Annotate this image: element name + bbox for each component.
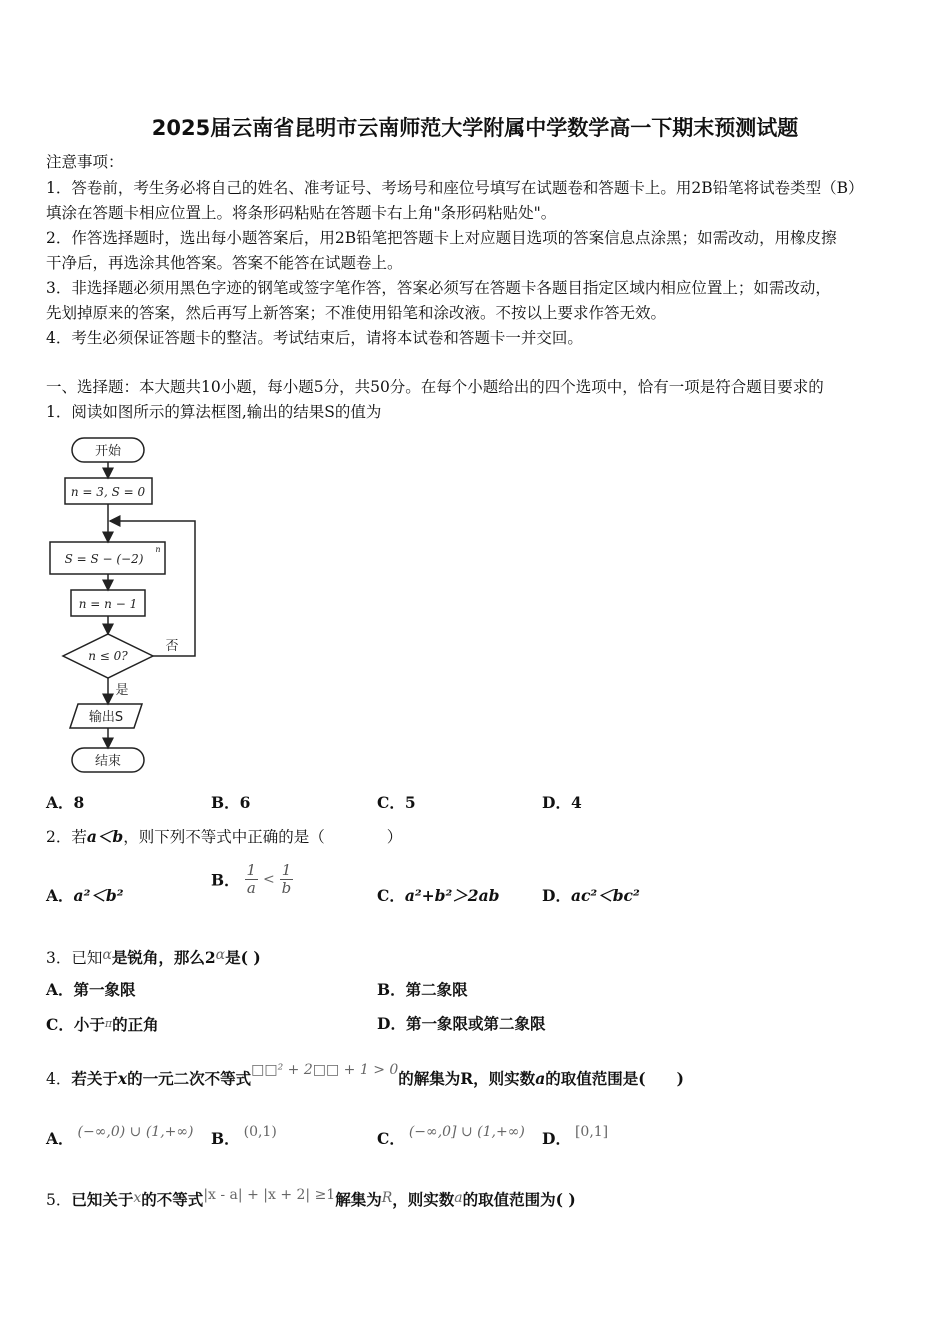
- numerator: 1: [281, 861, 292, 879]
- question-math: x: [133, 1190, 142, 1206]
- notice-line: 填涂在答题卡相应位置上。将条形码粘贴在答题卡右上角"条形码粘贴处"。: [46, 204, 557, 222]
- option-math: a²+b²＞2ab: [404, 886, 500, 905]
- option-a: [46, 1122, 194, 1149]
- notice-heading: 注意事项：: [46, 153, 124, 171]
- question-math: x: [117, 1069, 128, 1088]
- numerator: 1: [246, 861, 257, 879]
- option-label: A．: [46, 1129, 74, 1148]
- flow-start-label: 开始: [94, 444, 122, 459]
- question-text: 的解集为R，则实数: [398, 1069, 536, 1088]
- question-2: [46, 827, 402, 847]
- question-math: α: [215, 947, 226, 963]
- option-text: 的正角: [112, 1015, 159, 1034]
- question-text: 已知: [71, 949, 103, 967]
- option-c: C．5: [377, 793, 416, 812]
- flow-yes-label: 是: [115, 683, 129, 698]
- option-b: [211, 1122, 277, 1149]
- flowchart: [40, 428, 220, 780]
- question-4: [46, 1060, 684, 1089]
- flow-no-label: 否: [165, 639, 179, 654]
- fraction: [245, 862, 259, 897]
- notice-line: 2．作答选择题时，选出每小题答案后，用2B铅笔把答题卡上对应题目选项的答案信息点涂黑；如需改动，用橡皮擦: [46, 229, 837, 247]
- question-text: 是锐角，那么2: [111, 948, 216, 967]
- notice-line: 干净后，再选涂其他答案。答案不能答在试题卷上。: [46, 254, 403, 272]
- question-math: a: [454, 1190, 463, 1206]
- question-5: [46, 1185, 576, 1210]
- option-math: a²＜b²: [73, 886, 124, 905]
- option-d: D．第一象限或第二象限: [377, 1014, 546, 1033]
- question-text: 的一元二次不等式: [127, 1069, 252, 1088]
- question-text: 已知关于: [71, 1190, 134, 1209]
- option-math: [0,1]: [574, 1124, 609, 1140]
- flow-assign-label: S = S − (−2): [64, 552, 144, 566]
- flow-decrement-label: n = n − 1: [78, 597, 138, 611]
- option-b: B．6: [211, 793, 251, 812]
- flow-output-label: 输出S: [88, 710, 124, 725]
- notice-line: 3．非选择题必须用黑色字迹的钢笔或签字笔作答，答案必须写在答题卡各题目指定区域内相应位置上；如需改动，: [46, 279, 831, 297]
- notice-line: 4．考生必须保证答题卡的整洁。考试结束后，请将本试卷和答题卡一并交回。: [46, 329, 583, 347]
- question-text: 解集为: [335, 1190, 382, 1209]
- notice-line: 1．答卷前，考生务必将自己的姓名、准考证号、考场号和座位号填写在试题卷和答题卡上。用2B铅笔将试卷类型（B）: [46, 179, 864, 197]
- section-heading: 一、选择题：本大题共10小题，每小题5分，共50分。在每个小题给出的四个选项中，恰有一项是符合题目要求的: [46, 378, 824, 396]
- question-1: [46, 402, 381, 422]
- page-title: 2025届云南省昆明市云南师范大学附属中学数学高一下期末预测试题: [151, 116, 799, 140]
- flow-condition-label: n ≤ 0?: [88, 649, 128, 663]
- question-text: ，则实数: [392, 1190, 455, 1209]
- question-text: 的不等式: [141, 1190, 204, 1209]
- question-text: 阅读如图所示的算法框图,输出的结果S的值为: [71, 403, 382, 421]
- option-d: D．4: [542, 793, 582, 812]
- option-a: A．8: [46, 793, 85, 812]
- question-text: 若: [71, 828, 87, 846]
- option-label: D．: [542, 1129, 571, 1148]
- option-math: <: [263, 871, 275, 888]
- option-c: [377, 886, 499, 906]
- option-c: [377, 1122, 525, 1149]
- question-math: □□² + 2□□ + 1 > 0: [251, 1062, 399, 1078]
- notice-line: 先划掉原来的答案，然后再写上新答案；不准使用铅笔和涂改液。不按以上要求作答无效。: [46, 304, 667, 322]
- denominator: a: [246, 879, 256, 897]
- option-a: A．第一象限: [46, 980, 136, 999]
- question-text: 是( ): [225, 948, 261, 967]
- option-label: B．: [211, 1129, 240, 1148]
- question-text: 若关于: [71, 1069, 118, 1088]
- question-math: |x - a| + |x + 2| ≥1: [203, 1187, 336, 1203]
- question-number: 1．: [46, 403, 72, 421]
- question-text: 的取值范围是( ): [545, 1069, 684, 1088]
- option-label: A．: [46, 886, 74, 905]
- question-number: 4．: [46, 1070, 72, 1088]
- question-text: 的取值范围为( ): [462, 1190, 576, 1209]
- flow-end-label: 结束: [94, 754, 122, 769]
- question-math: R: [381, 1190, 393, 1206]
- option-c: [46, 1014, 159, 1035]
- flow-assign-exponent: n: [155, 545, 161, 554]
- option-b: [211, 862, 293, 897]
- option-label: C．: [377, 1129, 405, 1148]
- option-math: π: [104, 1017, 113, 1030]
- option-d: [542, 886, 640, 906]
- option-a: [46, 886, 124, 906]
- question-number: 2．: [46, 828, 72, 846]
- option-b: B．第二象限: [377, 980, 468, 999]
- option-label: C．: [377, 886, 405, 905]
- question-3: [46, 945, 261, 968]
- question-math: a＜b: [86, 827, 124, 846]
- option-math: (−∞,0] ∪ (1,+∞): [408, 1124, 525, 1140]
- option-d: [542, 1122, 608, 1149]
- option-label: D．: [542, 886, 571, 905]
- fraction: [280, 862, 294, 897]
- denominator: b: [281, 879, 292, 897]
- option-label: B．: [211, 870, 240, 890]
- option-math: (0,1): [243, 1124, 277, 1140]
- flow-init-label: n = 3, S = 0: [70, 485, 146, 499]
- question-text: ，则下列不等式中正确的是（ ）: [123, 828, 403, 846]
- option-math: ac²＜bc²: [570, 886, 640, 905]
- option-label: C．小于: [46, 1015, 105, 1034]
- question-math: α: [102, 947, 112, 963]
- question-number: 5．: [46, 1191, 72, 1209]
- option-math: (−∞,0) ∪ (1,+∞): [77, 1124, 194, 1140]
- question-math: a: [535, 1069, 546, 1088]
- question-number: 3．: [46, 949, 72, 967]
